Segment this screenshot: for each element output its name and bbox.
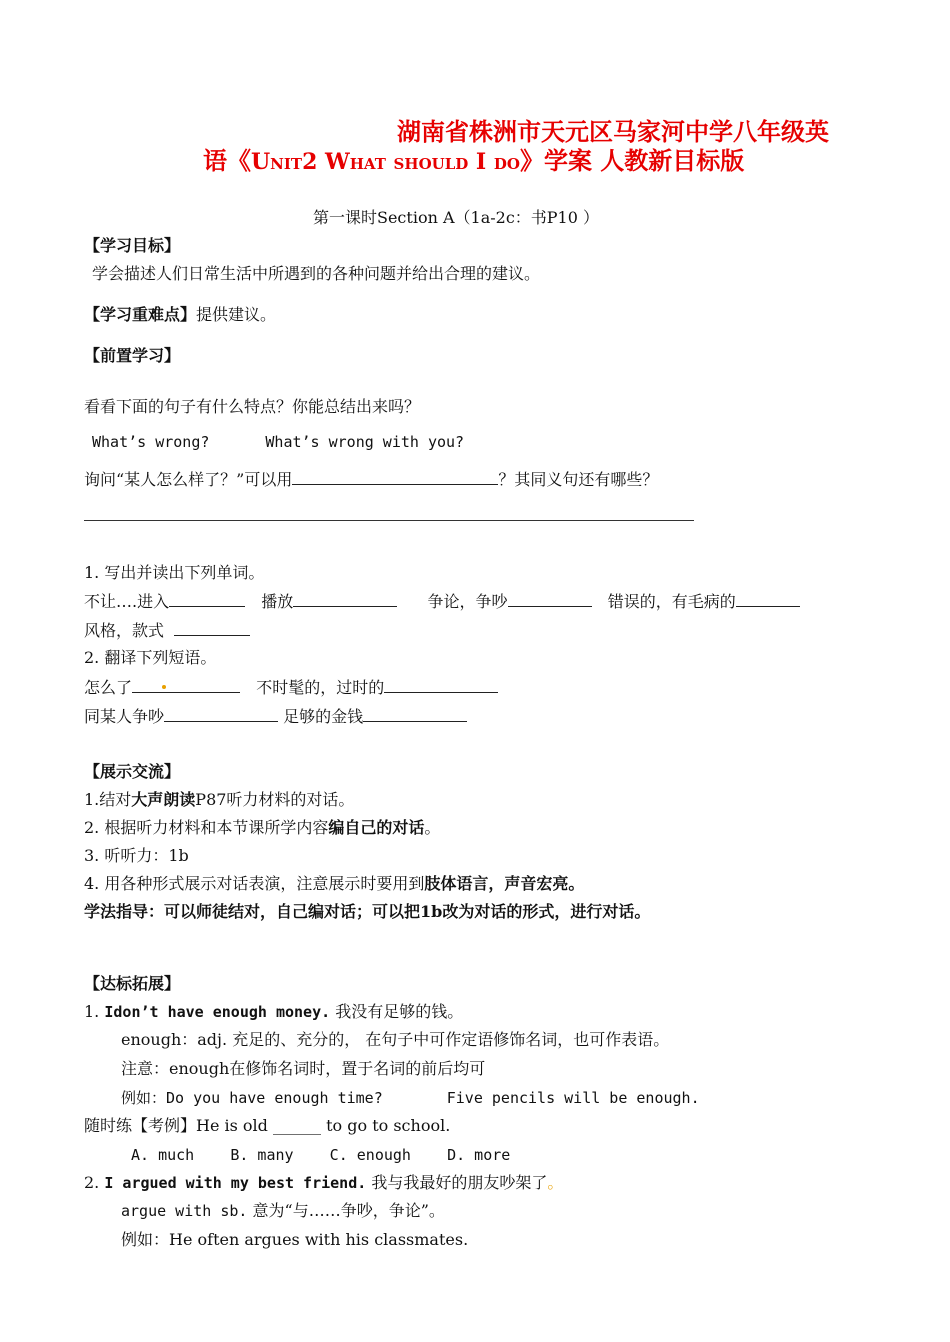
item-1-number: 1. <box>84 1002 100 1021</box>
item-1-l1b: 充足的、充分的， 在句子中可作定语修饰名词，也可作表语。 <box>232 1030 670 1049</box>
item-1-l3a: 例如：Do you have enough time? <box>121 1089 383 1107</box>
quiz-options: A. much B. many C. enough D. more <box>131 1146 511 1164</box>
ask-text-pre: 询问“某人怎么样了？”可以用 <box>84 470 293 489</box>
show-item-4 <box>84 874 584 894</box>
item-2-chinese: 我与我最好的朋友吵架了 <box>371 1173 548 1192</box>
item-2-line-1 <box>121 1201 445 1221</box>
phrase-1: 怎么了 <box>84 678 133 697</box>
phrase-3-blank[interactable] <box>164 705 278 722</box>
words-question: 1. 写出并读出下列单词。 <box>84 563 265 582</box>
words-row-1 <box>84 590 800 612</box>
item-1-chinese: 我没有足够的钱。 <box>335 1002 464 1021</box>
show-heading: 【展示交流】 <box>84 762 181 781</box>
show-2c: 。 <box>424 818 441 837</box>
orange-period-mark: 。 <box>547 1173 564 1192</box>
title-text-2a: 语《 <box>203 147 251 175</box>
phrases-question: 2. 翻译下列短语。 <box>84 648 217 667</box>
item-1-line-2: 注意：enough在修饰名词时，置于名词的前后均可 <box>121 1059 486 1078</box>
method-guide: 学法指导：可以师徒结对，自己编对话；可以把1b改为对话的形式，进行对话。 <box>84 902 651 921</box>
phrase-1-blank[interactable] <box>132 676 240 693</box>
word-2-blank[interactable] <box>293 590 397 607</box>
keypoints-line <box>84 305 276 325</box>
word-2: 播放 <box>261 592 294 611</box>
phrase-3: 同某人争吵 <box>84 707 165 726</box>
word-1-blank[interactable] <box>169 590 245 607</box>
words-row-2 <box>84 619 250 641</box>
word-4: 错误的，有毛病的 <box>607 592 736 611</box>
show-2a: 2. 根据听力材料和本节课所学内容 <box>84 818 329 837</box>
show-item-2 <box>84 818 440 838</box>
word-5: 风格，款式 <box>84 621 165 640</box>
item-2-line-2: 例如：He often argues with his classmates. <box>121 1230 469 1249</box>
orange-mark <box>162 685 166 689</box>
goals-heading: 【学习目标】 <box>84 236 181 255</box>
extend-heading: 【达标拓展】 <box>84 974 181 993</box>
item-1-english: Idon’t have enough money. <box>104 1003 331 1021</box>
show-1a: 1.结对 <box>84 790 132 809</box>
keypoints-text: 提供建议。 <box>196 305 277 324</box>
extend-item-2 <box>84 1173 563 1193</box>
item-1-line-3 <box>121 1088 700 1108</box>
item-1-line-1 <box>121 1030 669 1050</box>
word-3-blank[interactable] <box>508 590 592 607</box>
title-text-1: 湖南省株洲市天元区马家河中学八年级英 <box>397 118 829 146</box>
extend-item-1 <box>84 1002 463 1022</box>
doc-title-line2 <box>203 146 744 177</box>
lesson-text: 第一课时Section A（1a-2c：书P10 ） <box>313 208 599 227</box>
word-5-blank[interactable] <box>174 619 250 636</box>
phrases-row-2 <box>84 705 467 727</box>
goals-text: 学会描述人们日常生活中所遇到的各种问题并给出合理的建议。 <box>92 264 541 283</box>
phrases-row-1 <box>84 676 498 698</box>
doc-title-line1 <box>397 117 829 147</box>
ask-text-post: ？其同义句还有哪些？ <box>498 470 659 489</box>
item-2-l1b: 意为“与……争吵，争论”。 <box>252 1201 445 1220</box>
show-2b: 编自己的对话 <box>328 818 425 837</box>
show-4b: 肢体语言，声音宏亮。 <box>424 874 585 893</box>
example-2: What’s wrong with you? <box>265 433 465 451</box>
phrase-2-blank[interactable] <box>384 676 498 693</box>
item-2-english: I argued with my best friend. <box>104 1174 367 1192</box>
item-2-l1a: argue with sb. <box>121 1202 248 1220</box>
preview-ask <box>84 468 658 490</box>
preview-heading: 【前置学习】 <box>84 346 181 365</box>
word-3: 争论，争吵 <box>427 592 508 611</box>
item-1-l1a: enough：adj. <box>121 1030 228 1049</box>
show-4a: 4. 用各种形式展示对话表演，注意展示时要用到 <box>84 874 425 893</box>
item-1-l3b: Five pencils will be enough. <box>446 1089 700 1107</box>
quiz-question: 随时练【考例】He is old ______ to go to school. <box>84 1116 451 1135</box>
answer-line[interactable] <box>84 520 694 521</box>
show-1b: 大声朗读 <box>131 790 196 809</box>
word-1: 不让….进入 <box>84 592 170 611</box>
title-text-2b: Unit2 What should I do <box>251 149 520 175</box>
title-text-2c: 》学案 人教新目标版 <box>519 147 745 175</box>
item-2-number: 2. <box>84 1173 100 1192</box>
show-item-1 <box>84 790 354 810</box>
keypoints-heading: 【学习重难点】 <box>84 305 197 324</box>
ask-blank[interactable] <box>292 468 498 485</box>
phrase-4-blank[interactable] <box>363 705 467 722</box>
word-4-blank[interactable] <box>736 590 800 607</box>
show-item-3: 3. 听听力：1b <box>84 846 189 865</box>
phrase-4: 足够的金钱 <box>283 707 364 726</box>
phrase-2: 不时髦的，过时的 <box>256 678 385 697</box>
show-1c: P87听力材料的对话。 <box>195 790 355 809</box>
lesson-subtitle <box>313 208 599 228</box>
preview-examples <box>92 432 464 452</box>
preview-intro: 看看下面的句子有什么特点？你能总结出来吗？ <box>84 397 421 416</box>
example-1: What’s wrong? <box>92 433 210 451</box>
